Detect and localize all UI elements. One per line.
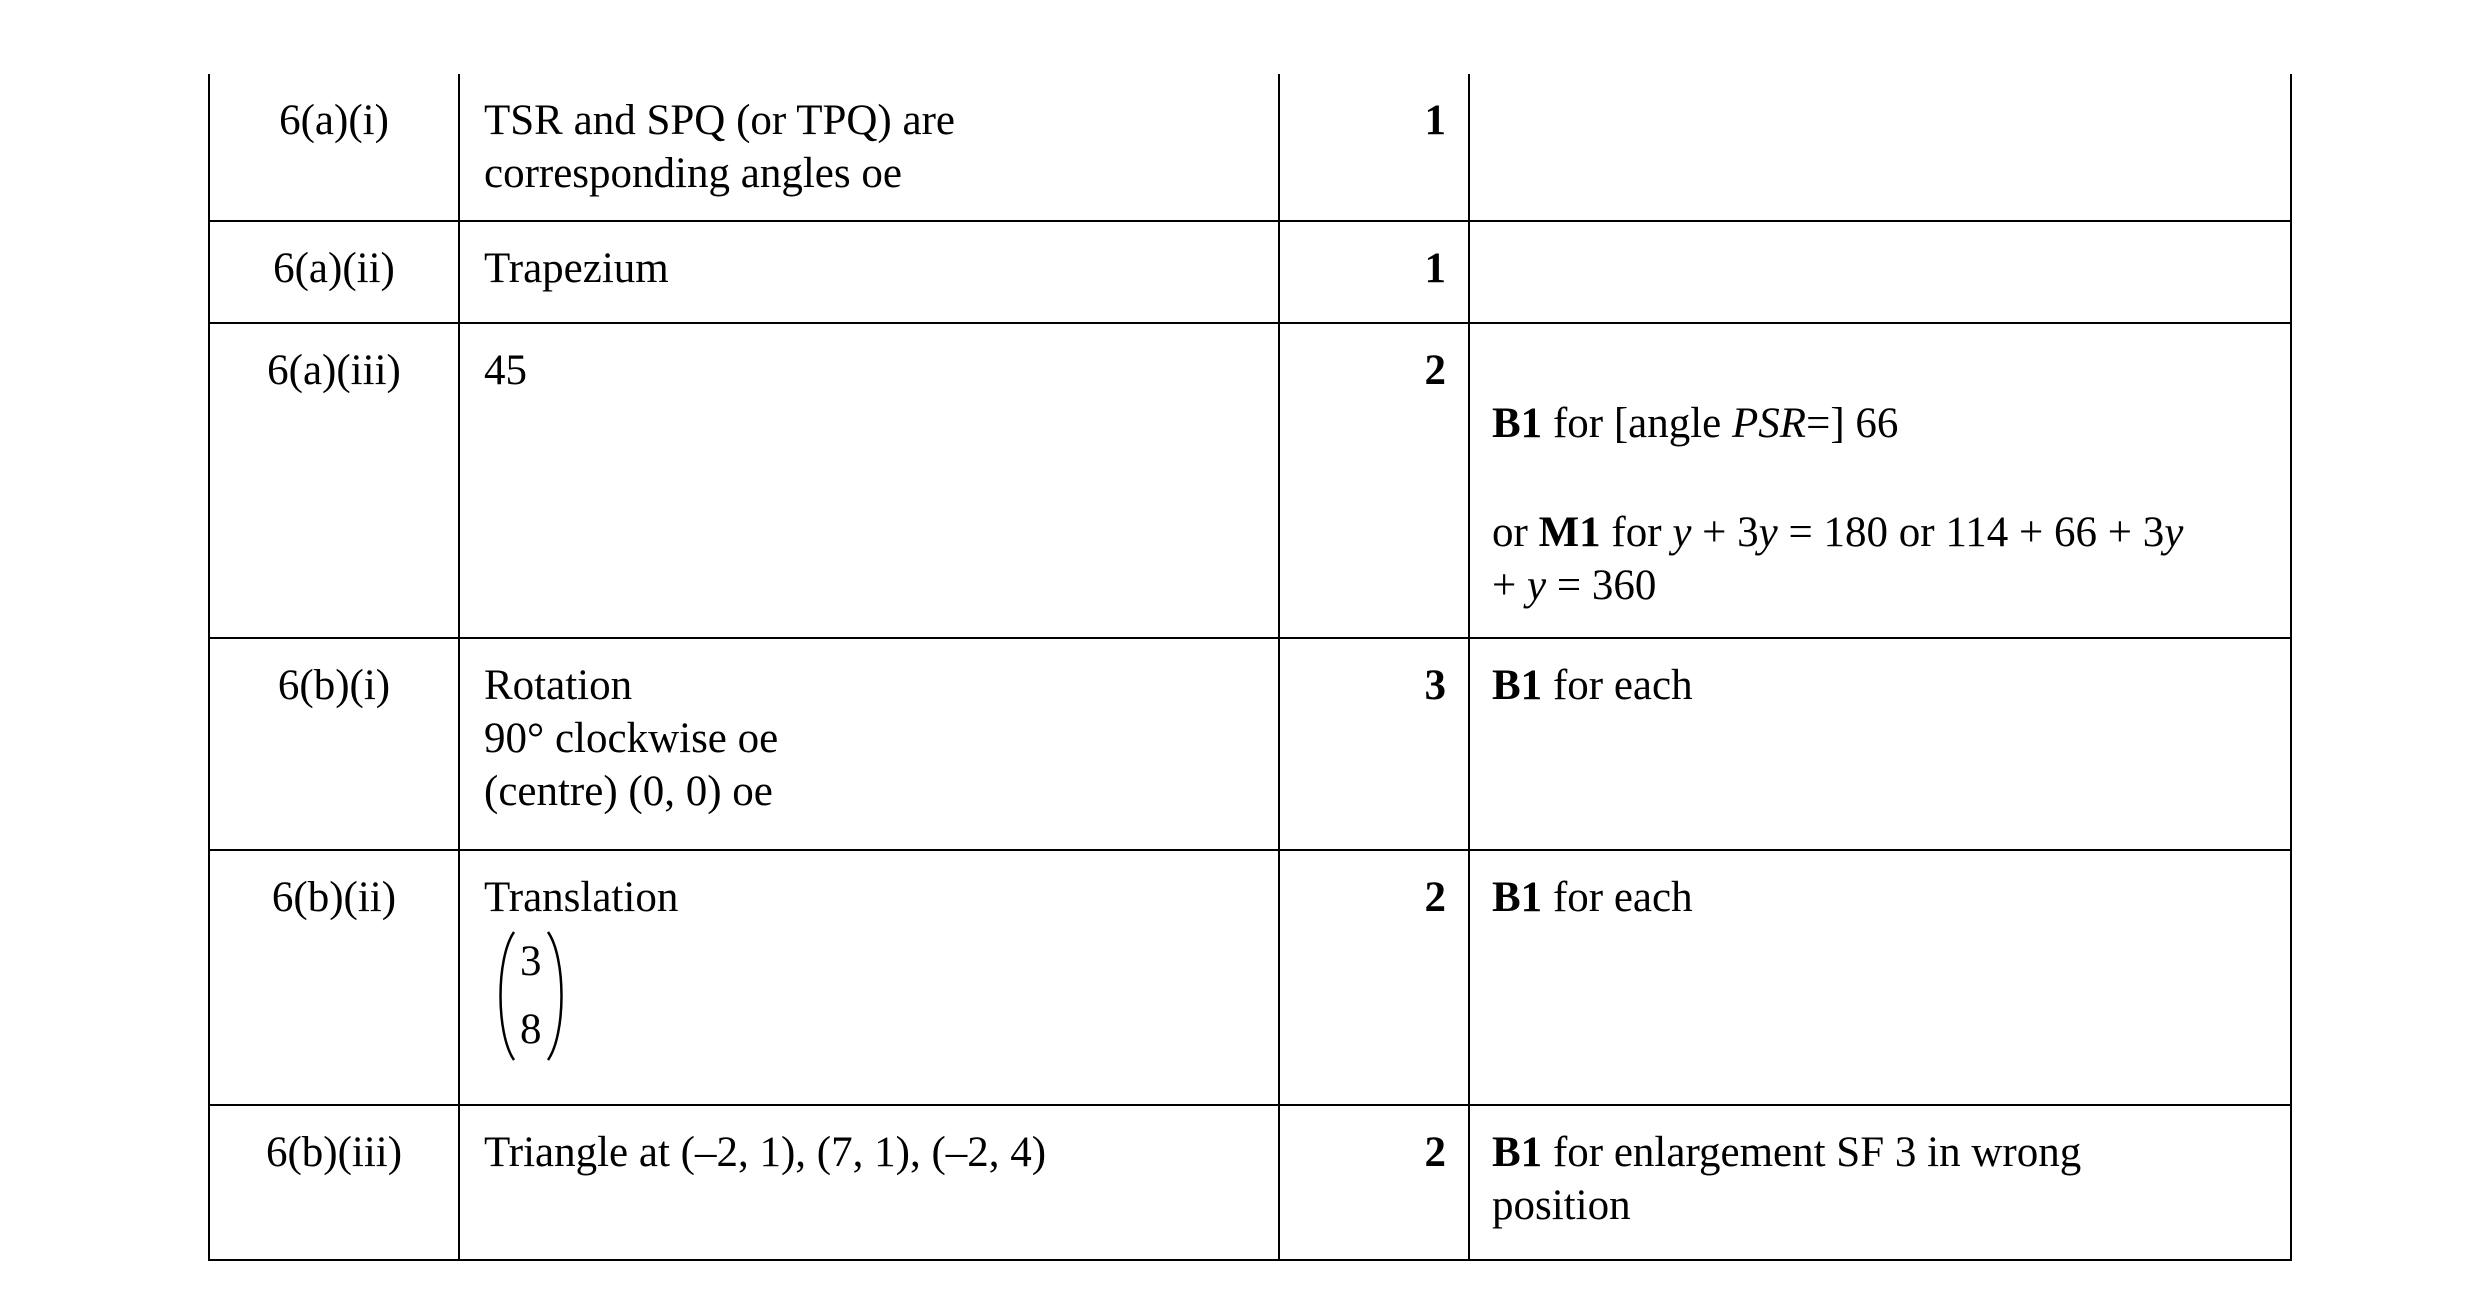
answer-cell [459, 1105, 1279, 1260]
variable-y: y [1672, 509, 1692, 556]
column-vector [492, 928, 570, 1064]
guidance-cell [1469, 323, 2291, 638]
table-row [209, 638, 2291, 850]
guidance-cell [1469, 74, 2291, 221]
answer-line: Rotation [484, 662, 633, 709]
left-bracket-icon [492, 928, 518, 1064]
guidance-cell [1469, 638, 2291, 850]
marks-cell: 2 [1279, 1105, 1469, 1260]
answer-cell [459, 74, 1279, 221]
answer-cell [459, 850, 1279, 1105]
guidance-text: = 180 or 114 + 66 + 3 [1777, 509, 2165, 556]
mark-code: B1 [1492, 1129, 1543, 1176]
vector-values [518, 928, 544, 1064]
marks-cell: 2 [1279, 850, 1469, 1105]
answer-line: Triangle at (–2, 1), (7, 1), (–2, 4) [484, 1129, 1047, 1176]
question-number: 6(a)(iii) [209, 323, 459, 638]
table-row [209, 221, 2291, 323]
guidance-cell [1469, 221, 2291, 323]
guidance-text: + 3 [1691, 509, 1759, 556]
vector-bottom: 8 [520, 1006, 542, 1053]
guidance-line [1492, 559, 2250, 612]
marks-cell: 1 [1279, 74, 1469, 221]
answer-cell [459, 323, 1279, 638]
table-row [209, 1105, 2291, 1260]
mark-code: B1 [1492, 662, 1543, 709]
mark-code: B1 [1492, 874, 1543, 921]
guidance-line [1492, 397, 2250, 450]
guidance-cell [1469, 850, 2291, 1105]
answer-line: corresponding angles oe [484, 150, 902, 197]
angle-name: PSR [1732, 400, 1807, 447]
answer-line: Trapezium [484, 245, 669, 292]
question-number: 6(a)(ii) [209, 221, 459, 323]
guidance-line [1492, 871, 2250, 924]
guidance-text: or [1492, 509, 1539, 556]
mark-scheme-table [208, 74, 2292, 1261]
answer-line: 45 [484, 347, 527, 394]
variable-y: y [1758, 509, 1778, 556]
guidance-line [1492, 659, 2250, 712]
guidance-line [1492, 1126, 2250, 1179]
answer-line: TSR and SPQ (or TPQ) are [484, 97, 955, 144]
answer-cell [459, 638, 1279, 850]
question-number: 6(b)(ii) [209, 850, 459, 1105]
variable-y: y [2164, 509, 2184, 556]
table-row [209, 323, 2291, 638]
guidance-text: for enlargement SF 3 in wrong [1542, 1129, 2082, 1176]
answer-line: (centre) (0, 0) oe [484, 768, 773, 815]
table-row [209, 74, 2291, 221]
marks-cell: 1 [1279, 221, 1469, 323]
right-bracket-icon [544, 928, 570, 1064]
answer-line: Translation [484, 874, 679, 921]
guidance-text: for each [1542, 662, 1693, 709]
guidance-text: =] 66 [1806, 400, 1899, 447]
variable-y: y [1527, 562, 1547, 609]
question-number: 6(b)(iii) [209, 1105, 459, 1260]
guidance-line [1492, 506, 2250, 559]
guidance-cell [1469, 1105, 2291, 1260]
marks-cell: 3 [1279, 638, 1469, 850]
guidance-text: for [angle [1542, 400, 1733, 447]
guidance-text: for each [1542, 874, 1693, 921]
guidance-text: + [1492, 562, 1528, 609]
marks-cell: 2 [1279, 323, 1469, 638]
mark-code: B1 [1492, 400, 1543, 447]
question-number: 6(b)(i) [209, 638, 459, 850]
answer-cell [459, 221, 1279, 323]
question-number: 6(a)(i) [209, 74, 459, 221]
mark-code: M1 [1538, 509, 1601, 556]
guidance-text: = 360 [1546, 562, 1657, 609]
vector-top: 3 [520, 938, 542, 985]
guidance-text: for [1600, 509, 1673, 556]
guidance-line: position [1492, 1182, 1631, 1229]
table-row [209, 850, 2291, 1105]
answer-line: 90° clockwise oe [484, 715, 779, 762]
